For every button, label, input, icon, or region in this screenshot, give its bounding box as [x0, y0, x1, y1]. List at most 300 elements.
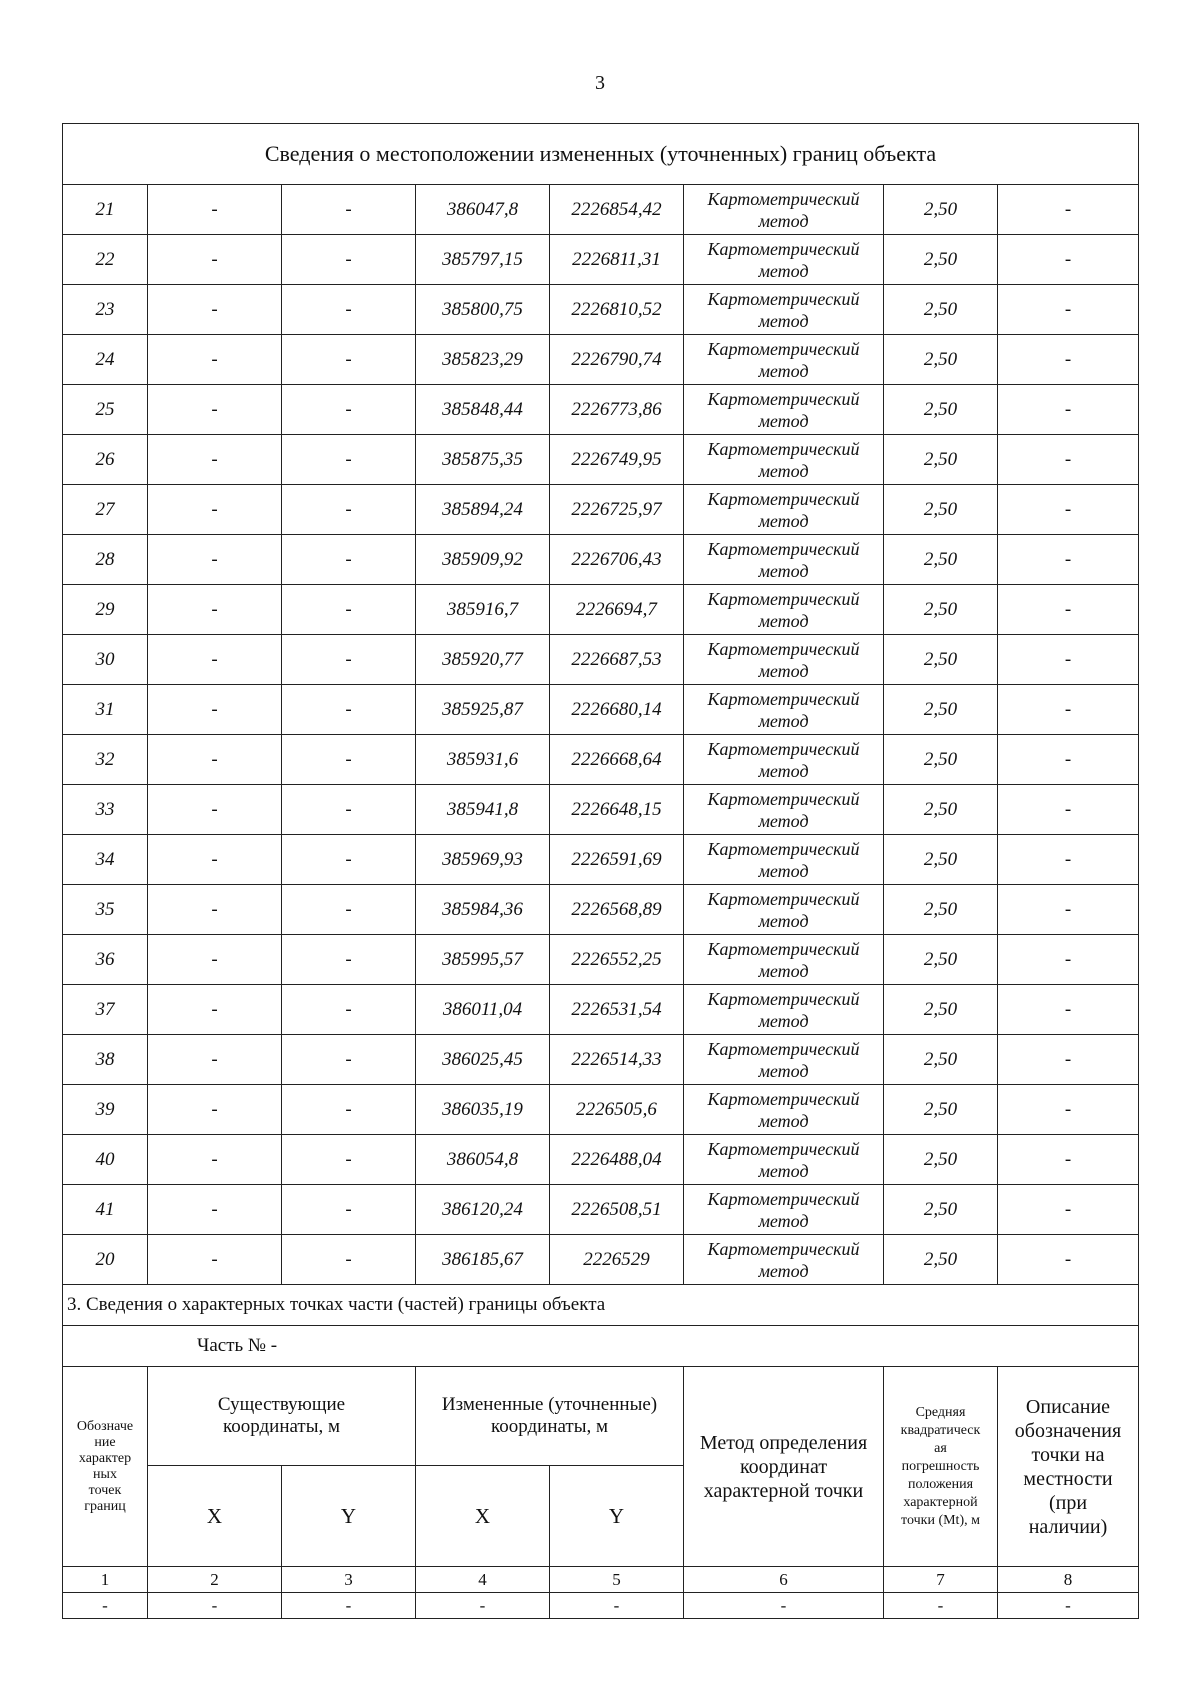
existing-y: - [282, 685, 416, 735]
changed-y: 2226668,64 [550, 735, 684, 785]
column-number: 5 [550, 1567, 684, 1593]
point-description: - [998, 735, 1139, 785]
point-description: - [998, 1135, 1139, 1185]
point-number: 22 [63, 235, 148, 285]
method-line: метод [758, 1010, 809, 1031]
changed-y: 2226505,6 [550, 1085, 684, 1135]
point-description: - [998, 1085, 1139, 1135]
method-line: Картометрический [707, 538, 860, 559]
existing-y: - [282, 985, 416, 1035]
method-line: метод [758, 1110, 809, 1131]
method-line: метод [758, 510, 809, 531]
changed-y: 2226749,95 [550, 435, 684, 485]
existing-y: - [282, 1035, 416, 1085]
method-line: Картометрический [707, 938, 860, 959]
changed-y: 2226514,33 [550, 1035, 684, 1085]
existing-y: - [282, 1135, 416, 1185]
column-number: 3 [282, 1567, 416, 1593]
changed-x: 385931,6 [416, 735, 550, 785]
table-row [63, 1185, 1139, 1235]
point-description: - [998, 185, 1139, 235]
header-rms-line: Средняя [915, 1404, 966, 1420]
table-row [63, 635, 1139, 685]
method-line: Картометрический [707, 338, 860, 359]
rms-error: 2,50 [884, 735, 998, 785]
table-row [63, 585, 1139, 635]
header-method [684, 1367, 884, 1567]
method-cell [684, 485, 884, 535]
method-cell [684, 885, 884, 935]
method-line: метод [758, 860, 809, 881]
table-row [63, 935, 1139, 985]
method-line: Картометрический [707, 1238, 860, 1259]
method-cell [684, 785, 884, 835]
changed-x: 385941,8 [416, 785, 550, 835]
existing-x: - [148, 335, 282, 385]
empty-cell: - [63, 1593, 148, 1619]
header-rms-line: характерной [903, 1494, 978, 1510]
existing-y: - [282, 635, 416, 685]
rms-error: 2,50 [884, 935, 998, 985]
empty-cell: - [416, 1593, 550, 1619]
method-cell [684, 1185, 884, 1235]
table-row [63, 1593, 1139, 1619]
method-cell [684, 935, 884, 985]
header-description-line: обозначения [1014, 1419, 1122, 1442]
existing-x: - [148, 285, 282, 335]
point-description: - [998, 685, 1139, 735]
point-number: 33 [63, 785, 148, 835]
existing-y: - [282, 735, 416, 785]
changed-y: 2226508,51 [550, 1185, 684, 1235]
method-line: Картометрический [707, 738, 860, 759]
method-cell [684, 535, 884, 585]
point-number: 35 [63, 885, 148, 935]
rms-error: 2,50 [884, 1135, 998, 1185]
changed-x: 385909,92 [416, 535, 550, 585]
rms-error: 2,50 [884, 485, 998, 535]
method-line: метод [758, 360, 809, 381]
method-line: Картометрический [707, 988, 860, 1009]
point-number: 20 [63, 1235, 148, 1285]
header-description-line: точки на [1031, 1443, 1105, 1466]
header-description-line: наличии) [1028, 1515, 1108, 1538]
header-existing-coordinates [148, 1367, 416, 1466]
existing-x: - [148, 985, 282, 1035]
method-cell [684, 435, 884, 485]
method-cell [684, 185, 884, 235]
existing-x: - [148, 1135, 282, 1185]
header-description-line: Описание [1025, 1395, 1111, 1418]
header-changed-line: Измененные (уточненные) [441, 1394, 658, 1415]
method-cell [684, 235, 884, 285]
table-row [63, 985, 1139, 1035]
changed-y: 2226790,74 [550, 335, 684, 385]
method-line: Картометрический [707, 688, 860, 709]
changed-y: 2226568,89 [550, 885, 684, 935]
point-number: 41 [63, 1185, 148, 1235]
method-line: метод [758, 310, 809, 331]
header-existing-line: Существующие [217, 1394, 346, 1415]
table-row [63, 685, 1139, 735]
rms-error: 2,50 [884, 1235, 998, 1285]
changed-x-header: X [416, 1466, 550, 1567]
existing-y: - [282, 785, 416, 835]
existing-y-header: Y [282, 1466, 416, 1567]
method-line: Картометрический [707, 788, 860, 809]
existing-x: - [148, 1085, 282, 1135]
rms-error: 2,50 [884, 335, 998, 385]
method-line: Картометрический [707, 1188, 860, 1209]
changed-y: 2226648,15 [550, 785, 684, 835]
rms-error: 2,50 [884, 635, 998, 685]
changed-x: 385823,29 [416, 335, 550, 385]
point-description: - [998, 335, 1139, 385]
column-number: 1 [63, 1567, 148, 1593]
existing-y: - [282, 935, 416, 985]
existing-x: - [148, 435, 282, 485]
existing-y: - [282, 585, 416, 635]
point-description: - [998, 485, 1139, 535]
method-cell [684, 1135, 884, 1185]
header-description-line: местности [1023, 1467, 1113, 1490]
method-line: метод [758, 260, 809, 281]
method-line: метод [758, 460, 809, 481]
header-point-designation-line: характер [78, 1450, 132, 1466]
header-point-designation-line: Обозначе [76, 1418, 134, 1434]
existing-y: - [282, 885, 416, 935]
existing-y: - [282, 385, 416, 435]
point-description: - [998, 935, 1139, 985]
existing-x: - [148, 685, 282, 735]
method-line: метод [758, 560, 809, 581]
method-cell [684, 635, 884, 685]
point-number: 24 [63, 335, 148, 385]
existing-y: - [282, 285, 416, 335]
changed-x: 385875,35 [416, 435, 550, 485]
existing-x: - [148, 935, 282, 985]
method-cell [684, 1035, 884, 1085]
table-row [63, 1085, 1139, 1135]
changed-y-header: Y [550, 1466, 684, 1567]
empty-cell: - [998, 1593, 1139, 1619]
rms-error: 2,50 [884, 1035, 998, 1085]
header-existing-line: координаты, м [222, 1416, 341, 1437]
rms-error: 2,50 [884, 835, 998, 885]
existing-x: - [148, 835, 282, 885]
table-row [63, 1135, 1139, 1185]
changed-y: 2226811,31 [550, 235, 684, 285]
changed-y: 2226552,25 [550, 935, 684, 985]
changed-x: 386011,04 [416, 985, 550, 1035]
method-line: метод [758, 1160, 809, 1181]
point-number: 23 [63, 285, 148, 335]
existing-x: - [148, 1035, 282, 1085]
method-line: метод [758, 910, 809, 931]
empty-cell: - [884, 1593, 998, 1619]
part-label: Часть № - [63, 1326, 1139, 1367]
changed-y: 2226694,7 [550, 585, 684, 635]
changed-x: 385848,44 [416, 385, 550, 435]
rms-error: 2,50 [884, 885, 998, 935]
point-description: - [998, 235, 1139, 285]
header-point-designation-line: границ [84, 1498, 126, 1514]
existing-y: - [282, 1235, 416, 1285]
header-changed-line: координаты, м [490, 1416, 609, 1437]
changed-y: 2226810,52 [550, 285, 684, 335]
point-number: 32 [63, 735, 148, 785]
method-line: Картометрический [707, 838, 860, 859]
changed-y: 2226725,97 [550, 485, 684, 535]
changed-y: 2226531,54 [550, 985, 684, 1035]
rms-error: 2,50 [884, 435, 998, 485]
rms-error: 2,50 [884, 985, 998, 1035]
table-title: Сведения о местоположении измененных (уточненных) границ объекта [63, 124, 1139, 185]
changed-x: 385797,15 [416, 235, 550, 285]
header-description-line: (при [1048, 1491, 1088, 1514]
changed-x: 385984,36 [416, 885, 550, 935]
table-row [63, 535, 1139, 585]
column-number: 2 [148, 1567, 282, 1593]
header-point-designation-line: ных [93, 1466, 117, 1482]
existing-x: - [148, 885, 282, 935]
changed-x: 386035,19 [416, 1085, 550, 1135]
changed-y: 2226529 [550, 1235, 684, 1285]
method-line: метод [758, 660, 809, 681]
point-description: - [998, 285, 1139, 335]
existing-y: - [282, 485, 416, 535]
method-line: Картометрический [707, 588, 860, 609]
header-method-line: координат [739, 1455, 828, 1478]
method-cell [684, 1085, 884, 1135]
method-line: Картометрический [707, 1038, 860, 1059]
rms-error: 2,50 [884, 385, 998, 435]
header-rms-line: квадратическ [900, 1422, 981, 1438]
section-title-row [63, 1285, 1139, 1326]
point-number: 31 [63, 685, 148, 735]
header-rms-line: погрешность [901, 1458, 980, 1474]
method-line: Картометрический [707, 1138, 860, 1159]
table-row [63, 885, 1139, 935]
existing-x: - [148, 1235, 282, 1285]
point-number: 27 [63, 485, 148, 535]
point-number: 39 [63, 1085, 148, 1135]
column-numbers-row [63, 1567, 1139, 1593]
existing-x-header: X [148, 1466, 282, 1567]
existing-x: - [148, 635, 282, 685]
table-row [63, 185, 1139, 235]
rms-error: 2,50 [884, 685, 998, 735]
changed-x: 385916,7 [416, 585, 550, 635]
table-row [63, 1235, 1139, 1285]
rms-error: 2,50 [884, 785, 998, 835]
rms-error: 2,50 [884, 535, 998, 585]
method-line: Картометрический [707, 288, 860, 309]
point-number: 29 [63, 585, 148, 635]
rms-error: 2,50 [884, 185, 998, 235]
empty-cell: - [148, 1593, 282, 1619]
changed-y: 2226706,43 [550, 535, 684, 585]
existing-x: - [148, 235, 282, 285]
point-number: 38 [63, 1035, 148, 1085]
method-line: Картометрический [707, 388, 860, 409]
point-number: 36 [63, 935, 148, 985]
point-description: - [998, 585, 1139, 635]
rms-error: 2,50 [884, 235, 998, 285]
method-line: Картометрический [707, 488, 860, 509]
header-changed-coordinates [416, 1367, 684, 1466]
method-cell [684, 335, 884, 385]
method-line: метод [758, 1060, 809, 1081]
existing-y: - [282, 335, 416, 385]
method-line: Картометрический [707, 438, 860, 459]
existing-x: - [148, 585, 282, 635]
point-description: - [998, 435, 1139, 485]
existing-y: - [282, 235, 416, 285]
method-line: Картометрический [707, 238, 860, 259]
table-row [63, 1035, 1139, 1085]
point-description: - [998, 1035, 1139, 1085]
point-number: 26 [63, 435, 148, 485]
method-line: метод [758, 960, 809, 981]
changed-x: 385969,93 [416, 835, 550, 885]
changed-x: 385925,87 [416, 685, 550, 735]
existing-y: - [282, 1085, 416, 1135]
header-rms-line: ая [934, 1440, 947, 1456]
method-cell [684, 835, 884, 885]
changed-y: 2226687,53 [550, 635, 684, 685]
column-number: 4 [416, 1567, 550, 1593]
changed-y: 2226854,42 [550, 185, 684, 235]
existing-x: - [148, 785, 282, 835]
point-description: - [998, 785, 1139, 835]
method-line: метод [758, 610, 809, 631]
point-number: 30 [63, 635, 148, 685]
method-line: Картометрический [707, 1088, 860, 1109]
method-line: метод [758, 410, 809, 431]
header-rms-error [884, 1367, 998, 1567]
changed-y: 2226773,86 [550, 385, 684, 435]
existing-y: - [282, 435, 416, 485]
point-description: - [998, 1235, 1139, 1285]
method-cell [684, 685, 884, 735]
existing-x: - [148, 535, 282, 585]
header-description [998, 1367, 1139, 1567]
method-cell [684, 385, 884, 435]
changed-x: 385894,24 [416, 485, 550, 535]
point-description: - [998, 635, 1139, 685]
point-number: 21 [63, 185, 148, 235]
point-description: - [998, 985, 1139, 1035]
method-cell [684, 735, 884, 785]
existing-x: - [148, 185, 282, 235]
changed-x: 385995,57 [416, 935, 550, 985]
column-number: 7 [884, 1567, 998, 1593]
method-cell [684, 585, 884, 635]
table-row [63, 785, 1139, 835]
changed-y: 2226680,14 [550, 685, 684, 735]
changed-x: 385800,75 [416, 285, 550, 335]
changed-y: 2226591,69 [550, 835, 684, 885]
changed-x: 386025,45 [416, 1035, 550, 1085]
table-row [63, 485, 1139, 535]
existing-x: - [148, 485, 282, 535]
method-line: метод [758, 760, 809, 781]
method-line: метод [758, 1260, 809, 1281]
method-line: метод [758, 1210, 809, 1231]
method-line: метод [758, 810, 809, 831]
existing-y: - [282, 835, 416, 885]
changed-x: 386054,8 [416, 1135, 550, 1185]
header-rms-line: положения [907, 1476, 974, 1492]
method-cell [684, 1235, 884, 1285]
method-line: метод [758, 210, 809, 231]
part-row [63, 1326, 1139, 1367]
point-number: 25 [63, 385, 148, 435]
point-description: - [998, 385, 1139, 435]
empty-cell: - [282, 1593, 416, 1619]
header-point-designation [63, 1367, 148, 1567]
point-number: 28 [63, 535, 148, 585]
table-row [63, 335, 1139, 385]
method-line: Картометрический [707, 188, 860, 209]
method-cell [684, 285, 884, 335]
table-row [63, 235, 1139, 285]
changed-y: 2226488,04 [550, 1135, 684, 1185]
method-line: Картометрический [707, 638, 860, 659]
existing-y: - [282, 185, 416, 235]
existing-x: - [148, 385, 282, 435]
rms-error: 2,50 [884, 1085, 998, 1135]
header-method-line: Метод определения [699, 1431, 868, 1454]
rms-error: 2,50 [884, 285, 998, 335]
table-row [63, 835, 1139, 885]
changed-x: 386185,67 [416, 1235, 550, 1285]
table-row [63, 385, 1139, 435]
boundary-points-table [62, 123, 1139, 1619]
point-description: - [998, 885, 1139, 935]
changed-x: 385920,77 [416, 635, 550, 685]
point-description: - [998, 1185, 1139, 1235]
existing-x: - [148, 1185, 282, 1235]
method-line: Картометрический [707, 888, 860, 909]
existing-x: - [148, 735, 282, 785]
table-row [63, 735, 1139, 785]
existing-y: - [282, 535, 416, 585]
section-3-title: 3. Сведения о характерных точках части (частей) границы объекта [63, 1285, 1139, 1326]
point-number: 34 [63, 835, 148, 885]
table-row [63, 285, 1139, 335]
header-rms-line: точки (Mt), м [901, 1512, 980, 1528]
page-number: 3 [595, 72, 605, 94]
table-row [63, 435, 1139, 485]
header-point-designation-line: ние [94, 1434, 116, 1450]
empty-cell: - [550, 1593, 684, 1619]
rms-error: 2,50 [884, 1185, 998, 1235]
point-number: 40 [63, 1135, 148, 1185]
header-method-line: характерной точки [703, 1479, 864, 1502]
point-description: - [998, 835, 1139, 885]
point-description: - [998, 535, 1139, 585]
header-row [63, 1367, 1139, 1466]
method-cell [684, 985, 884, 1035]
column-number: 8 [998, 1567, 1139, 1593]
changed-x: 386047,8 [416, 185, 550, 235]
changed-x: 386120,24 [416, 1185, 550, 1235]
rms-error: 2,50 [884, 585, 998, 635]
empty-cell: - [684, 1593, 884, 1619]
method-line: метод [758, 710, 809, 731]
